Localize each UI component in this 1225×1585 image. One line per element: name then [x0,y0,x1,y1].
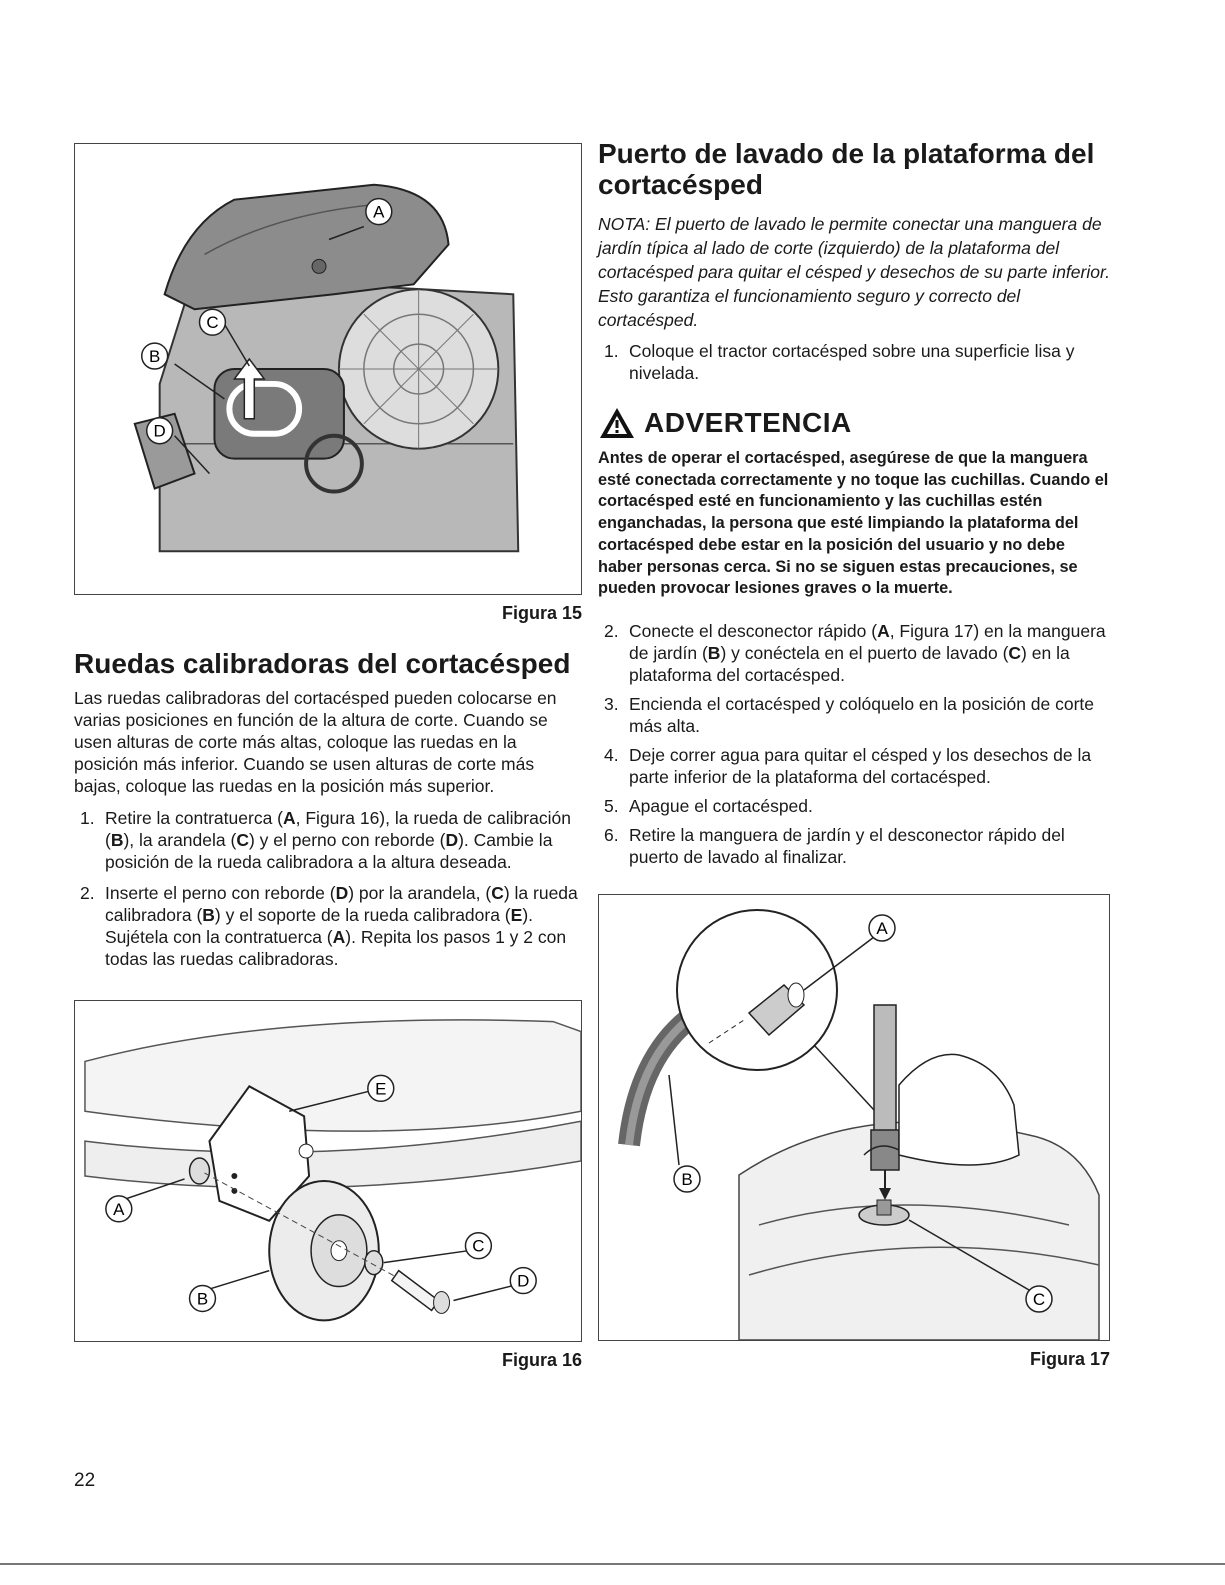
list-item: 2. Conecte el desconector rápido (A, Figura 17) en la manguera de jardín (B) y conéctela en el puerto de lavado (C) en la plataforma del cortacésped. [604,620,1106,685]
callout-a [869,915,895,941]
figure-16 [74,1000,582,1342]
warning-header [598,406,1110,440]
gauge-wheels-heading: Ruedas calibradoras del cortacésped [74,648,571,679]
svg-text:C: C [1032,1289,1046,1309]
page-number: 22 [74,1470,96,1491]
svg-text:A: A [113,1199,125,1219]
figure-15 [74,143,582,595]
svg-text:D: D [153,421,166,441]
bottom-rule [0,1563,1225,1565]
gauge-wheels-steps [74,807,582,970]
svg-text:D: D [517,1271,530,1291]
callout-d [510,1268,536,1294]
callout-c [465,1233,491,1259]
gauge-wheels-intro: Las ruedas calibradoras del cortacésped pueden colocarse en varias posiciones en función de la altura de corte. Cuando se usen alturas de corte más altas, coloque las ruedas en la posición más inferior. Cuando se usen alturas de corte más bajas, coloque las ruedas en la posición más superior. [74,688,557,796]
list-item: 2. Inserte el perno con reborde (D) por la arandela, (C) la rueda calibradora (B) y el soporte de la rueda calibradora (E). Sujétela con la contratuerca (A). Repita los pasos 1 y 2 con todas las ruedas calibradoras. [80,883,578,969]
warning-triangle-icon [598,406,636,440]
svg-text:A: A [373,202,385,222]
warning-title: ADVERTENCIA [644,407,852,438]
svg-text:A: A [876,918,888,938]
figure-17 [598,894,1110,1341]
svg-text:C: C [472,1236,485,1256]
figure-16-caption: Figura 16 [501,1350,582,1370]
list-item: 5. Apague el cortacésped. [604,795,813,816]
callout-b [674,1166,700,1192]
svg-text:E: E [375,1079,387,1099]
gauge-wheel-illustration [75,1001,581,1341]
callout-b [142,343,168,369]
washout-steps [598,620,1110,868]
callout-c [200,309,226,335]
right-column [598,138,1110,1370]
figure-17-caption: Figura 17 [1029,1348,1110,1369]
list-item: 4. Deje correr agua para quitar el césped y los desechos de la parte inferior de la plataforma del cortacésped. [604,744,1092,787]
list-item: 1. Retire la contratuerca (A, Figura 16), la rueda de calibración (B), la arandela (C) y el perno con reborde (D). Cambie la posición de la rueda calibradora a la altura deseada. [80,808,571,872]
engine-illustration [75,144,581,594]
washout-note: NOTA: El puerto de lavado le permite conectar una manguera de jardín típica al lado de corte (izquierdo) de la plataforma del cortacésped para quitar el césped y desechos de su parte inferior. Esto garantiza el funcionamiento seguro y correcto del cortacésped. [598,214,1111,330]
list-item: 1. Coloque el tractor cortacésped sobre una superficie lisa y nivelada. [604,341,1075,383]
left-column [74,143,582,1371]
washout-port-illustration [599,895,1109,1340]
svg-text:B: B [196,1289,209,1309]
washout-step-1 [598,340,1110,384]
washout-port-heading: Puerto de lavado de la plataforma del cortacésped [598,138,1095,200]
callout-c [1026,1286,1052,1312]
callout-d [147,418,173,444]
callout-a [366,199,392,225]
svg-text:B: B [149,347,161,367]
callout-a [106,1196,132,1222]
callout-b [190,1286,216,1312]
warning-text: Antes de operar el cortacésped, asegúrese de que la manguera esté conectada correctamente y no toque las cuchillas. Cuando el cortacésped esté en funcionamiento y las cuchillas estén enganchadas, la persona que esté limpiando la plataforma del cortacésped debe estar en la posición del usuario y no debe haber personas cerca. Si no se siguen estas precauciones, se pueden provocar lesiones graves o la muerte. [598,449,1109,598]
callout-e [368,1075,394,1101]
figure-15-caption: Figura 15 [501,603,582,623]
svg-text:B: B [681,1169,693,1189]
list-item: 6. Retire la manguera de jardín y el desconector rápido del puerto de lavado al finalizar. [604,824,1065,867]
list-item: 3. Encienda el cortacésped y colóquelo en la posición de corte más alta. [604,693,1095,736]
svg-text:C: C [206,313,219,333]
